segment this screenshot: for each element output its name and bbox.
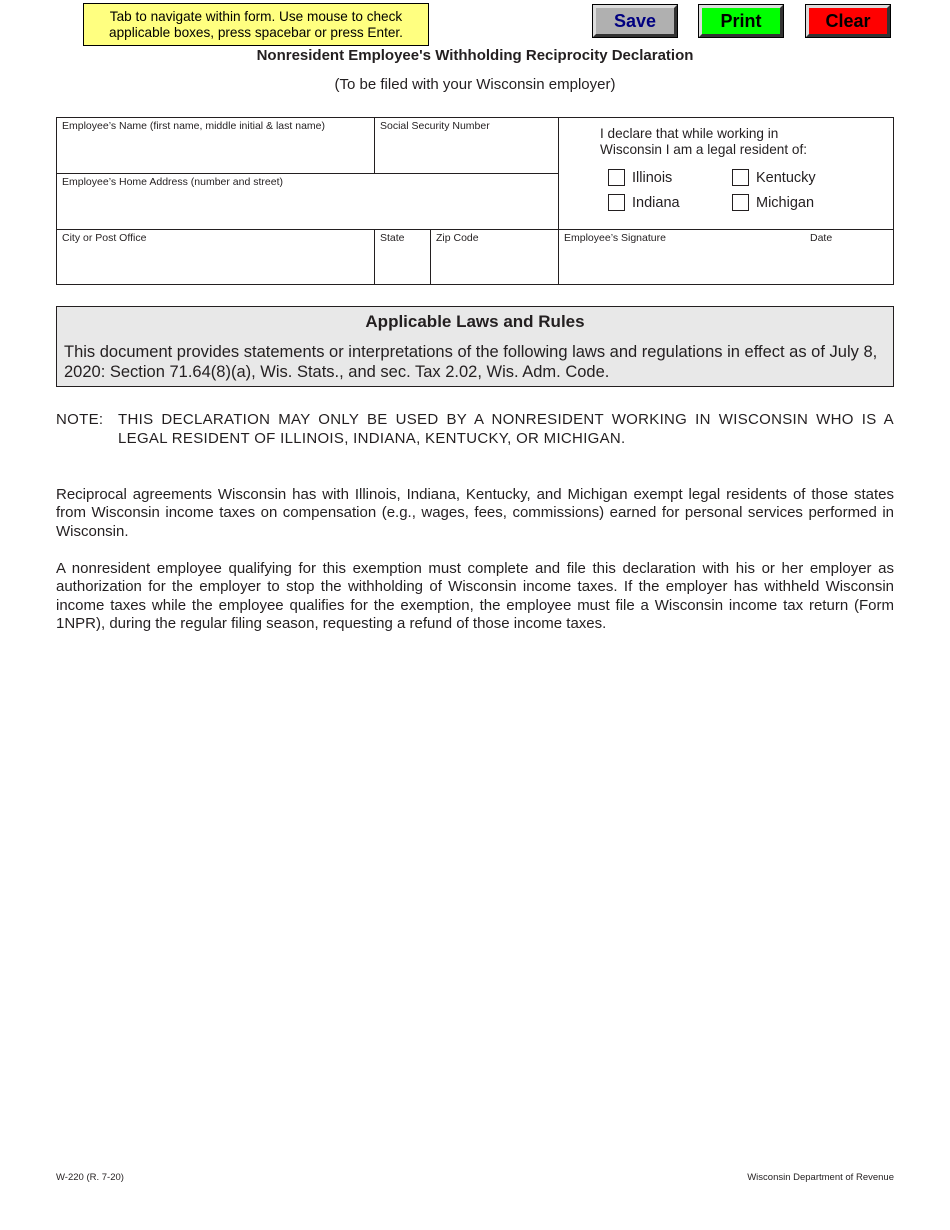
signature-field[interactable] — [564, 252, 804, 280]
kentucky-checkbox[interactable] — [732, 169, 749, 186]
laws-title: Applicable Laws and Rules — [365, 312, 585, 331]
form-id: W-220 (R. 7-20) — [56, 1172, 124, 1183]
indiana-checkbox[interactable] — [608, 194, 625, 211]
date-field[interactable] — [810, 252, 888, 280]
michigan-label: Michigan — [756, 194, 815, 211]
name-label: Employee’s Name (first name, middle initial & last name) — [62, 120, 325, 132]
city-field[interactable] — [62, 252, 368, 280]
divider — [57, 173, 559, 174]
kentucky-label: Kentucky — [756, 169, 816, 186]
illinois-option[interactable] — [608, 169, 672, 186]
ssn-field[interactable] — [380, 140, 552, 168]
note-text: THIS DECLARATION MAY ONLY BE USED BY A NONRESIDENT WORKING IN WISCONSIN WHO IS A LEGAL RESIDENT OF ILLINOIS, INDIANA, KENTUCKY, OR MICHIGAN. — [118, 411, 894, 447]
reciprocal-agreements-paragraph: Reciprocal agreements Wisconsin has with Illinois, Indiana, Kentucky, and Michigan exempt legal residents of those states from Wisconsin income taxes on compensation (e.g., wages, fees, commissions) earned for personal services performed in Wisconsin. — [56, 486, 894, 540]
divider — [430, 229, 431, 285]
form-subtitle: (To be filed with your Wisconsin employer) — [334, 76, 616, 93]
divider — [57, 229, 893, 230]
declaration-text: I declare that while working in Wisconsin I am a legal resident of: — [600, 126, 808, 157]
date-label: Date — [810, 232, 833, 244]
form-title: Nonresident Employee's Withholding Reciprocity Declaration — [256, 47, 694, 64]
state-label: State — [380, 232, 405, 244]
city-label: City or Post Office — [62, 232, 147, 244]
navigation-tip: Tab to navigate within form. Use mouse to check applicable boxes, press spacebar or press Enter. — [83, 3, 429, 46]
divider — [374, 229, 375, 285]
employee-info-form — [56, 117, 894, 285]
michigan-checkbox[interactable] — [732, 194, 749, 211]
clear-button[interactable]: Clear — [806, 5, 890, 37]
indiana-label: Indiana — [632, 194, 680, 211]
divider — [374, 118, 375, 174]
note-label: NOTE: — [56, 411, 104, 428]
illinois-checkbox[interactable] — [608, 169, 625, 186]
employee-name-field[interactable] — [62, 140, 368, 168]
save-button[interactable]: Save — [593, 5, 677, 37]
print-button[interactable]: Print — [699, 5, 783, 37]
applicable-laws-box — [56, 306, 894, 387]
exemption-paragraph: A nonresident employee qualifying for this exemption must complete and file this declaration with his or her employer as authorization for the employer to stop the withholding of Wisconsin income taxes. If the employer has withheld Wisconsin income taxes while the employee qualifies for the exemption, the employee must file a Wisconsin income tax return (Form 1NPR), during the regular filing season, requesting a refund of those income taxes. — [56, 560, 894, 633]
michigan-option[interactable] — [732, 194, 814, 211]
home-address-field[interactable] — [62, 196, 552, 224]
illinois-label: Illinois — [632, 169, 673, 186]
zip-label: Zip Code — [436, 232, 479, 244]
agency-name: Wisconsin Department of Revenue — [747, 1172, 894, 1183]
kentucky-option[interactable] — [732, 169, 816, 186]
indiana-option[interactable] — [608, 194, 680, 211]
state-field[interactable] — [380, 252, 426, 280]
ssn-label: Social Security Number — [380, 120, 490, 132]
laws-text: This document provides statements or interpretations of the following laws and regulations in effect as of July 8, 2020: Section 71.64(8)(a), Wis. Stats., and sec. Tax 2.02, Wis. Adm. Code. — [64, 343, 878, 381]
signature-label: Employee’s Signature — [564, 232, 666, 244]
divider — [558, 118, 559, 284]
address-label: Employee’s Home Address (number and street) — [62, 176, 283, 188]
zip-field[interactable] — [436, 252, 554, 280]
